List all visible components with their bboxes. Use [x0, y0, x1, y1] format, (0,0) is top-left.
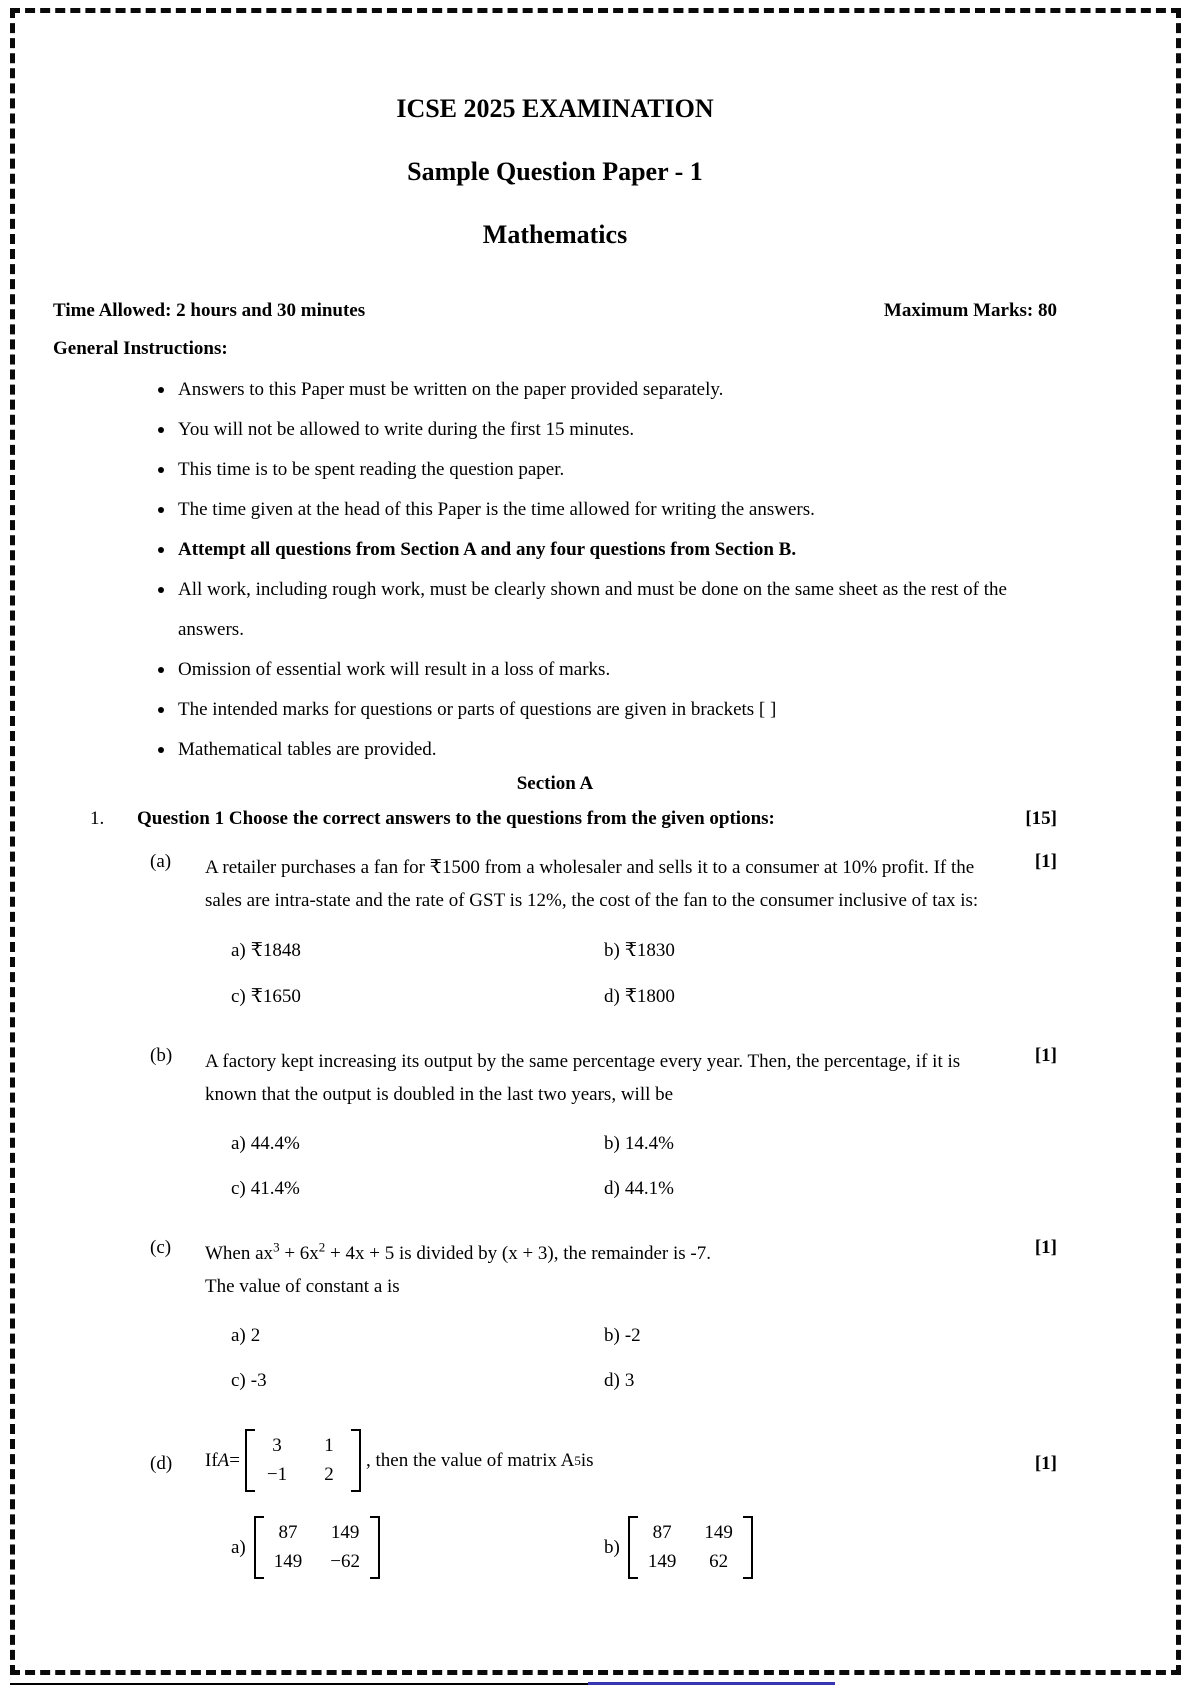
- option-d: d) 44.1%: [604, 1178, 674, 1199]
- exam-title: ICSE 2025 EXAMINATION: [396, 94, 714, 123]
- subject-title: Mathematics: [482, 220, 628, 249]
- instruction-item: Omission of essential work will result in a loss of marks.: [158, 650, 1057, 690]
- question-d-body: [205, 1429, 1002, 1579]
- question-b-line1: A factory kept increasing its output by the same percentage every year. Then, the percentage, if it is: [205, 1051, 961, 1072]
- general-instructions-heading: General Instructions:: [53, 338, 228, 359]
- question-b: [53, 1045, 1057, 1216]
- option-b: b) -2: [604, 1325, 641, 1346]
- question-d-options: [205, 1516, 1002, 1579]
- option-a: a) ₹1848: [231, 940, 301, 961]
- question-a-line2: sales are intra-state and the rate of GST is 12%, the cost of the fan to the consumer inclusive of tax is:: [205, 890, 979, 911]
- instruction-item: You will not be allowed to write during the first 15 minutes.: [158, 410, 1057, 450]
- matrix-variable: A: [217, 1449, 230, 1471]
- question-a-label: (a): [150, 851, 172, 872]
- question-c-line1: When $ax^3 + 6x^2 + 4x + 5$ is divided by (x + 3), the remainder is -7.: [205, 1239, 711, 1264]
- question-d-marks: [1]: [1034, 1453, 1057, 1474]
- option-a: a) 44.4%: [231, 1133, 300, 1154]
- question-b-label: (b): [150, 1045, 173, 1066]
- instruction-item: The time given at the head of this Paper is the time allowed for writing the answers.: [158, 490, 1057, 530]
- instruction-item: All work, including rough work, must be clearly shown and must be done on the same sheet as the rest of the answers.: [158, 570, 1057, 650]
- instruction-item: Answers to this Paper must be written on the paper provided separately.: [158, 370, 1057, 410]
- title-block: [53, 0, 1057, 250]
- paper-subtitle: Sample Question Paper - 1: [407, 157, 703, 186]
- question-1-title: Question 1 Choose the correct answers to the questions from the given options:: [137, 808, 775, 829]
- option-a: a) 2: [231, 1325, 261, 1346]
- question-c-line2: The value of constant a is: [205, 1276, 400, 1297]
- matrix-bracket-right: [743, 1516, 753, 1579]
- option-d: d) ₹1800: [604, 986, 675, 1007]
- instructions-list: [53, 370, 1057, 770]
- question-b-body: [205, 1045, 1002, 1216]
- matrix-bracket-left: [245, 1429, 255, 1492]
- question-c-body: [205, 1237, 1002, 1408]
- matrix-bracket-right: [370, 1516, 380, 1579]
- option-c: c) -3: [231, 1370, 267, 1391]
- question-d-label: (d): [150, 1453, 173, 1474]
- option-b: b) ₹1830: [604, 940, 675, 961]
- exponent: 3: [273, 1239, 280, 1255]
- option-b: b) 87 149 149 62: [604, 1516, 758, 1579]
- question-1-marks: [15]: [1025, 808, 1057, 829]
- option-d: d) 3: [604, 1370, 635, 1391]
- matrix-bracket-left: [254, 1516, 264, 1579]
- matrix-option-a: 87 149 149 −62: [254, 1516, 380, 1579]
- matrix-option-b: 87 149 149 62: [628, 1516, 753, 1579]
- instruction-item: This time is to be spent reading the question paper.: [158, 450, 1057, 490]
- question-a-body: [205, 851, 1002, 1024]
- question-d-line: If A = 3 1 −1 2 , then the value of matrix A 5 is: [205, 1429, 1002, 1492]
- exponent: 2: [318, 1239, 326, 1255]
- instruction-item-attempt: Attempt all questions from Section A and any four questions from Section B.: [158, 530, 1057, 570]
- matrix-bracket-right: [351, 1429, 361, 1492]
- question-d: [53, 1429, 1057, 1579]
- question-b-line2: known that the output is doubled in the last two years, will be: [205, 1084, 674, 1105]
- question-a-line1: A retailer purchases a fan for ₹1500 from a wholesaler and sells it to a consumer at 10% profit. If the: [205, 857, 975, 878]
- question-a: [53, 851, 1057, 1024]
- instruction-item: Mathematical tables are provided.: [158, 730, 1057, 770]
- maximum-marks: Maximum Marks: 80: [883, 300, 1057, 321]
- matrix-bracket-left: [628, 1516, 638, 1579]
- question-a-marks: [1]: [1034, 851, 1057, 872]
- question-b-options: [205, 1133, 1002, 1200]
- question-c-label: (c): [150, 1237, 172, 1258]
- instruction-item: The intended marks for questions or parts of questions are given in brackets [ ]: [158, 690, 1057, 730]
- option-b: b) 14.4%: [604, 1133, 674, 1154]
- question-c: [53, 1237, 1057, 1408]
- option-a: a) 87 149 149 −62: [231, 1516, 604, 1579]
- matrix-A: 3 1 −1 2: [245, 1429, 361, 1492]
- meta-row: [53, 300, 1057, 322]
- option-c: c) ₹1650: [231, 986, 301, 1007]
- option-c: c) 41.4%: [231, 1178, 300, 1199]
- question-a-options: [205, 939, 1002, 1008]
- question-number: 1.: [90, 808, 105, 829]
- question-c-options: [205, 1325, 1002, 1392]
- question-c-marks: [1]: [1034, 1237, 1057, 1258]
- question-b-marks: [1]: [1034, 1045, 1057, 1066]
- time-allowed: Time Allowed: 2 hours and 30 minutes: [53, 300, 366, 321]
- question-1-header: [53, 808, 1057, 830]
- section-a-heading: Section A: [516, 773, 594, 794]
